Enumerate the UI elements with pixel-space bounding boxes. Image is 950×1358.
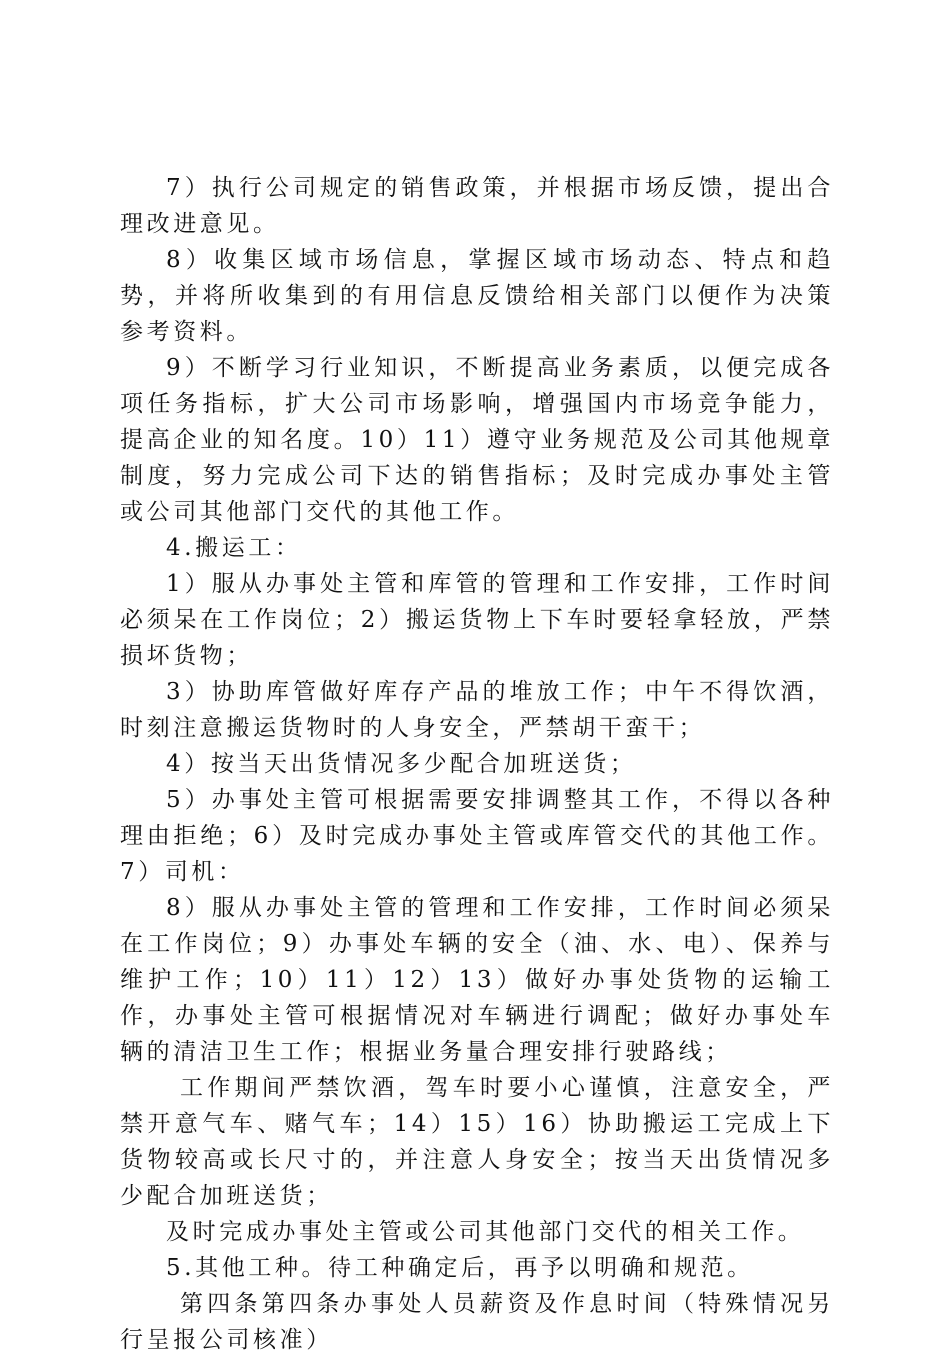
paragraph-driver-duty-8: 8）服从办事处主管的管理和工作安排，工作时间必须呆在工作岗位；9）办事处车辆的安全（油、水、电）、保养与维护工作；10）11）12）13）做好办事处货物的运输工作，办事处主管可根据情况对车辆进行调配；做好办事处车辆的清洁卫生工作；根据业务量合理安排行驶路线； xyxy=(120,895,834,1065)
heading-porter: 4.搬运工： xyxy=(166,535,302,561)
paragraph-porter-duty-4: 4）按当天出货情况多少配合加班送货； xyxy=(166,751,637,777)
paragraph-driver-other-work: 及时完成办事处主管或公司其他部门交代的相关工作。 xyxy=(166,1219,805,1245)
paragraph-industry-knowledge: 9）不断学习行业知识，不断提高业务素质，以便完成各项任务指标，扩大公司市场影响，增强国内市场竞争能力，提高企业的知名度。10）11）遵守业务规范及公司其他规章制度，努力完成公司下达的销售指标；及时完成办事处主管或公司其他部门交代的其他工作。 xyxy=(120,355,834,525)
paragraph-driver-safety: 工作期间严禁饮酒，驾车时要小心谨慎，注意安全，严禁开意气车、赌气车；14）15）16）协助搬运工完成上下货物较高或长尺寸的，并注意人身安全；按当天出货情况多少配合加班送货； xyxy=(120,1075,834,1209)
paragraph-porter-duty-3: 3）协助库管做好库存产品的堆放工作；中午不得饮酒，时刻注意搬运货物时的人身安全，严禁胡干蛮干； xyxy=(120,679,834,741)
document-body xyxy=(120,170,834,1358)
paragraph-market-info: 8）收集区域市场信息，掌握区域市场动态、特点和趋势，并将所收集到的有用信息反馈给相关部门以便作为决策参考资料。 xyxy=(120,247,834,345)
paragraph-porter-duty-5: 5）办事处主管可根据需要安排调整其工作，不得以各种理由拒绝；6）及时完成办事处主管或库管交代的其他工作。7）司机： xyxy=(120,787,834,885)
paragraph-other-jobs: 5.其他工种。待工种确定后，再予以明确和规范。 xyxy=(166,1255,754,1281)
paragraph-porter-duty-1: 1）服从办事处主管和库管的管理和工作安排，工作时间必须呆在工作岗位；2）搬运货物上下车时要轻拿轻放，严禁损坏货物； xyxy=(120,571,834,669)
paragraph-sales-policy: 7）执行公司规定的销售政策，并根据市场反馈，提出合理改进意见。 xyxy=(120,175,834,237)
paragraph-article-four: 第四条第四条办事处人员薪资及作息时间（特殊情况另行呈报公司核准） xyxy=(120,1291,834,1353)
